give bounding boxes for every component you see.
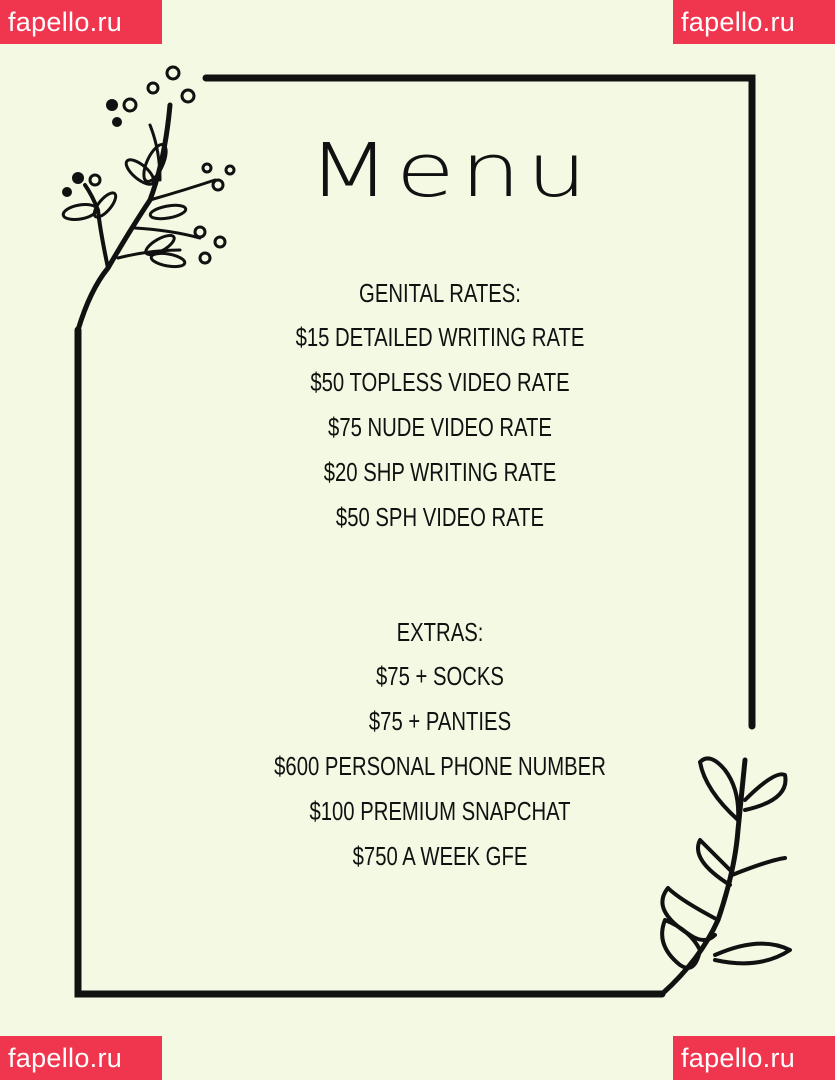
watermark-top-left: fapello.ru xyxy=(0,0,162,44)
leaf-sprig-bottom-right-icon xyxy=(662,758,790,994)
extra-item: $100 PREMIUM SNAPCHAT xyxy=(309,796,571,826)
rate-item: $20 SHP WRITING RATE xyxy=(323,457,557,487)
rate-item: $50 TOPLESS VIDEO RATE xyxy=(310,367,570,397)
watermark-top-right: fapello.ru xyxy=(673,0,835,44)
extras-heading: EXTRAS: xyxy=(396,617,484,647)
extra-item: $750 A WEEK GFE xyxy=(352,841,528,871)
rate-item: $50 SPH VIDEO RATE xyxy=(335,502,545,532)
rate-item: $15 DETAILED WRITING RATE xyxy=(295,322,585,352)
rate-item: $75 NUDE VIDEO RATE xyxy=(328,412,552,442)
watermark-bottom-right: fapello.ru xyxy=(673,1036,835,1080)
genital-rates-heading: GENITAL RATES: xyxy=(359,278,521,308)
extra-item: $600 PERSONAL PHONE NUMBER xyxy=(274,751,606,781)
page-title: Menu xyxy=(307,128,593,214)
watermark-bottom-left: fapello.ru xyxy=(0,1036,162,1080)
extra-item: $75 + PANTIES xyxy=(368,706,512,736)
extra-item: $75 + SOCKS xyxy=(376,661,504,691)
